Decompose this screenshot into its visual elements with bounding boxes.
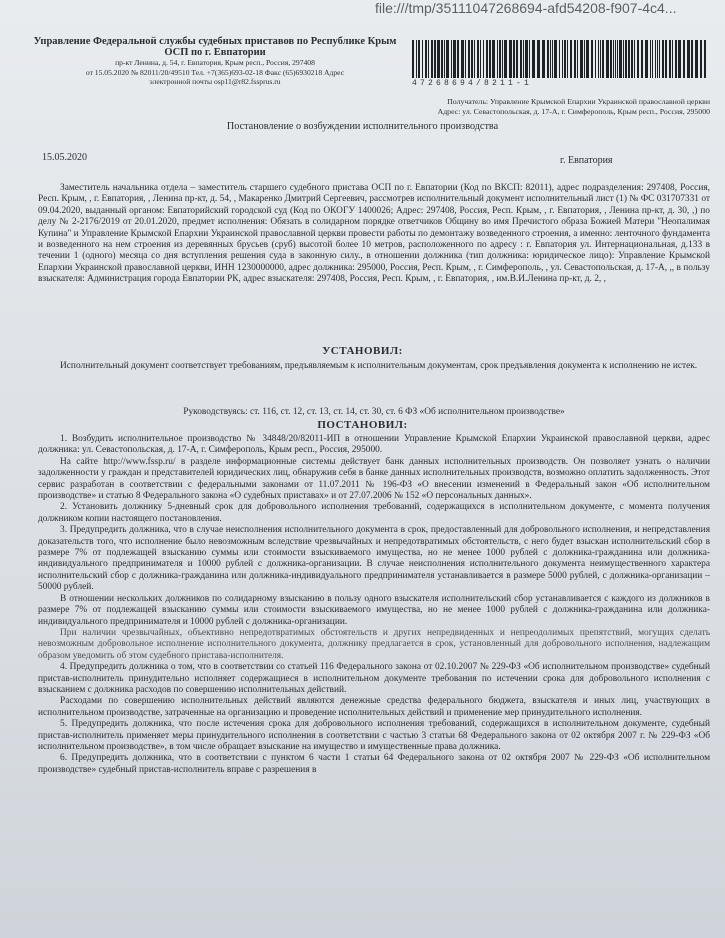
barcode-bar xyxy=(683,40,685,78)
issuer-contacts: от 15.05.2020 № 82011/20/49510 Тел. +7(365)693-02-18 Факс (65)6930218 Адрес xyxy=(85,67,345,77)
barcode-bar xyxy=(586,40,589,78)
barcode-bar xyxy=(471,40,473,78)
barcode-bar xyxy=(637,40,639,78)
barcode-bar xyxy=(477,40,479,78)
barcode-bar xyxy=(691,40,693,78)
issuer-header xyxy=(30,36,400,87)
decision-paragraph-3: 2. Установить должнику 5-дневный срок для добровольного исполнения требований, содержащихся в исполнительном документе, с момента получения должником копии настоящего постановления. xyxy=(38,502,710,524)
barcode-bar xyxy=(552,40,553,78)
barcode-bar xyxy=(497,40,498,78)
decision-paragraph-8: Расходами по совершению исполнительных действий являются денежные средства федерального бюджета, взыскателя и иных лиц, участвующих в исполнительном производстве, затраченные на организацию и проведение исполнительных действий и применение мер принудительного исполнения. xyxy=(38,696,710,718)
established-paragraph: Исполнительный документ соответствует требованиям, предъявляемым к исполнительным документам, срок предъявления документа к исполнению не истек. xyxy=(60,361,698,371)
barcode-bar xyxy=(564,40,566,78)
barcode-bar xyxy=(700,40,702,78)
barcode-bar xyxy=(602,40,604,78)
barcode-bar xyxy=(451,40,452,78)
barcode-bar xyxy=(492,40,495,78)
decision-paragraph-5: В отношении нескольких должников по солидарному взысканию в пользу одного взыскателя исполнительский сбор устанавливается с каждого из должников в размере 7% от подлежащей взысканию суммы или стоимости взыскиваемого имущества, но не менее 1000 рублей с должника-гражданина или должника-индивидуального предпринимателя и 10000 рублей с должника-организации. xyxy=(38,593,710,627)
barcode-bar xyxy=(483,40,484,78)
barcode-bar xyxy=(550,40,551,78)
barcode-bar xyxy=(598,40,599,78)
barcode-bar xyxy=(428,40,429,78)
barcode-bar xyxy=(704,40,706,78)
barcode-bar xyxy=(416,40,417,78)
issuer-department: ОСП по г. Евпатории xyxy=(164,47,266,58)
file-url: file:///tmp/35111047268694-afd54208-f907-4c4... xyxy=(375,0,677,16)
barcode-bar xyxy=(537,40,540,78)
heading-established: УСТАНОВИЛ: xyxy=(322,345,403,357)
barcode-bar xyxy=(678,40,681,78)
barcode-bar xyxy=(675,40,677,78)
barcode-bar xyxy=(465,40,466,78)
decision-paragraph-2: На сайте http://www.fssp.ru/ в разделе информационные системы действует банк данных исполнительных производств. Он позволяет узнать о наличии задолженности у граждан и представителей юридических лиц, обнаружив себя в банке данных исполнительных производств, возможно оплатить задолженность. Этот сервис разработан в соответствии с федеральными законами от 11.07.2011 № 196-ФЗ «О внесении изменений в Федеральный закон «Об исполнительном производстве» и статью 8 Федерального закона «О судебных приставах» и от 27.07.2006 № 152 «О персональных данных». xyxy=(38,456,710,502)
recipient-name: Получатель: Управление Крымской Епархии Украинской православной церкви xyxy=(447,97,710,106)
barcode-bar xyxy=(461,40,464,78)
barcode-bar xyxy=(641,40,643,78)
barcode-bar xyxy=(574,40,576,78)
barcode-bar xyxy=(595,40,596,78)
intro-section xyxy=(38,183,710,286)
barcode-bar xyxy=(504,40,507,78)
barcode-bar xyxy=(687,40,690,78)
barcode-bar xyxy=(422,40,423,78)
decision-paragraph-6: При наличии чрезвычайных, объективно непредотвратимых обстоятельств и других непредвиденных и непреодолимых препятствий, могущих сделать невозможным добровольное исполнение исполнительного документа, должнику предлагается в срок, установленный для добровольного исполнения, надлежащим образом уведомить об этом судебного пристава-исполнителя. xyxy=(38,627,710,661)
barcode-bar xyxy=(655,40,656,78)
barcode-bar xyxy=(615,40,616,78)
decision-paragraph-4: 3. Предупредить должника, что в случае неисполнения исполнительного документа в срок, предоставленный для добровольного исполнения, и непредставления доказательств того, что исполнение было невозможным вследствие чрезвычайных и непредотвратимых обстоятельств, с него будет взыскан исполнительский сбор в размере 7% от подлежащей взысканию суммы или стоимости взыскиваемого имущества, но не менее 1000 рублей с должника-гражданина или должника-индивидуального предпринимателя и 10000 рублей с должника-организации. В случае неисполнения исполнительного документа неимущественного характера исполнительский сбор с должника-гражданина или должника-индивидуального предпринимателя устанавливается в размере 5000 рублей, с должника-организации – 50000 рублей. xyxy=(38,525,710,593)
barcode-bar xyxy=(499,40,501,78)
barcode-bar xyxy=(657,40,658,78)
document-date: 15.05.2020 xyxy=(42,152,87,163)
decision-paragraph-1: 1. Возбудить исполнительное производство № 34848/20/82011-ИП в отношении Управление Крымской Епархии Украинской православной церкви, адрес должника: ул. Севастопольская, д. 17-А, г. Симферополь, Крым респ., Россия, 295000. xyxy=(38,434,710,456)
barcode-bar xyxy=(562,40,563,78)
barcode-bar xyxy=(580,40,583,78)
barcode-bar xyxy=(532,40,535,78)
barcode-bar xyxy=(650,40,651,78)
barcode-bar xyxy=(652,40,653,78)
barcode-bar xyxy=(559,40,560,78)
barcode-bar xyxy=(577,40,578,78)
barcode-bar xyxy=(513,40,515,78)
barcode-bar xyxy=(457,40,459,78)
issuer-address: пр-кт Ленина, д. 54, г. Евпатория, Крым респ., Россия, 297408 xyxy=(115,58,315,67)
barcode-bar xyxy=(434,40,436,78)
barcode-bar xyxy=(418,40,420,78)
guided-section xyxy=(38,407,710,418)
barcode-bar xyxy=(444,40,445,78)
barcode-bar xyxy=(468,40,470,78)
barcode-bar xyxy=(453,40,456,78)
barcode-bar xyxy=(584,40,585,78)
barcode-bar xyxy=(669,40,671,78)
document-title: Постановление о возбуждении исполнительного производства xyxy=(226,121,499,132)
barcode-bar xyxy=(613,40,614,78)
issuer-org-name: Управление Федеральной службы судебных приставов по Республике Крым xyxy=(33,36,397,47)
decision-paragraph-10: 6. Предупредить должника, что в соответствии с пунктом 6 части 1 статьи 64 Федерального закона от 02 октября 2007 № 229-ФЗ «Об исполнительном производстве» судебный пристав-исполнитель вправе с разрешения в xyxy=(38,753,710,775)
heading-decided: ПОСТАНОВИЛ: xyxy=(317,419,408,431)
barcode-bar xyxy=(570,40,572,78)
barcode-bar xyxy=(525,40,528,78)
issuer-email: электронной почты osp11@r82.fssprus.ru xyxy=(149,77,281,86)
barcode-bar xyxy=(610,40,612,78)
recipient-block xyxy=(240,97,710,116)
barcode-bar xyxy=(567,40,568,78)
barcode-bar xyxy=(542,40,545,78)
barcode xyxy=(412,40,712,92)
barcode-bar xyxy=(474,40,475,78)
barcode-bar xyxy=(547,40,549,78)
barcode-bar xyxy=(446,40,449,78)
barcode-bar xyxy=(509,40,512,78)
barcode-bar xyxy=(412,40,414,78)
barcode-bar xyxy=(659,40,660,78)
barcode-bar xyxy=(662,40,664,78)
barcode-bar xyxy=(625,40,627,78)
barcode-digits: 47268694/8211-1 xyxy=(412,79,533,88)
barcode-bar xyxy=(634,40,635,78)
barcode-bar xyxy=(520,40,522,78)
barcode-bar xyxy=(672,40,673,78)
barcode-bar xyxy=(502,40,503,78)
barcode-bar xyxy=(554,40,557,78)
decision-paragraph-7: 4. Предупредить должника о том, что в соответствии со статьей 116 Федерального закона от 02.10.2007 № 229-ФЗ «Об исполнительном производстве» судебный пристав-исполнитель принудительно исполняет содержащиеся в исполнительном документе требования по истечении срока для добровольного исполнения с взысканием с должника расходов по совершению исполнительных действий. xyxy=(38,662,710,695)
barcode-bar xyxy=(695,40,698,78)
barcode-bar xyxy=(628,40,630,78)
barcode-bars xyxy=(412,40,712,78)
guided-line: Руководствуясь: ст. 116, ст. 12, ст. 13, ст. 14, ст. 30, ст. 6 ФЗ «Об исполнительном производстве» xyxy=(183,407,565,417)
decision-paragraph-9: 5. Предупредить должника, что после истечения срока для добровольного исполнения требований, содержащихся в исполнительном документе, судебный пристав-исполнитель применяет меры принудительного исполнения в соответствии с частью 3 статьи 68 Федерального закона от 02 октября 2007 г. № 229-ФЗ «Об исполнительном производстве», в том числе обращает взыскание на имущество и имущественные права должника. xyxy=(38,719,710,752)
barcode-bar xyxy=(591,40,593,78)
document-city: г. Евпатория xyxy=(560,155,613,166)
barcode-bar xyxy=(489,40,491,78)
barcode-bar xyxy=(486,40,488,78)
barcode-bar xyxy=(480,40,481,78)
intro-paragraph: Заместитель начальника отдела – заместитель старшего судебного пристава ОСП по г. Евпатории (Код по ВКСП: 82011), адрес подразделения: 297408, Россия, Респ. Крым, , г. Евпатория, , Ленина пр-кт, д. 54, , Макаренко Дмитрий Сергеевич, рассмотрев исполнительный документ исполнительный лист (1) № ФС 031707331 от 09.04.2020, выданный органом: Евпаторийский городской суд (Код по ОКОГУ 1400026; Адрес: 297408, Россия, Респ. Крым, , г. Евпатория, , Ленина пр-кт, д. 30, ,) по делу № 2-2176/2019 от 20.01.2020, предмет исполнения: Обязать в солидарном порядке ответчиков Общину во имя Пречистого образа Божией Матери "Неопалимая Купина" и Управление Крымской Епархии Украинской православной церкви провести работы по демонтажу возведенного строения, а именно: ленточного фундамента и возведенного на нем строения из деревянных брусьев (сруб) высотой более 10 метров, расположенного по адресу : г. Евпатория ул. Интернациональная, д.133 в течении 1 (одного) месяца со дня вступления решения суда в законную силу., в отношении должника (тип должника: юридическое лицо): Управление Крымской Епархии Украинской православной церкви, ИНН 1230000000, адрес должника: 295000, Россия, Респ. Крым, , г. Симферополь, , ул. Севастопольская, д. 17-А, ,, в пользу взыскателя: Администрация города Евпатории РК, адрес взыскателя: 297408, Россия, Респ. Крым, , г. Евпатория, , им.В.И.Ленина пр-кт, д. 2, , xyxy=(38,183,710,285)
established-section xyxy=(38,361,710,372)
barcode-bar xyxy=(425,40,427,78)
barcode-bar xyxy=(645,40,648,78)
barcode-bar xyxy=(623,40,624,78)
barcode-bar xyxy=(600,40,601,78)
barcode-bar xyxy=(606,40,609,78)
barcode-bar xyxy=(529,40,530,78)
barcode-bar xyxy=(441,40,443,78)
barcode-bar xyxy=(619,40,622,78)
barcode-bar xyxy=(437,40,440,78)
barcode-bar xyxy=(516,40,518,78)
barcode-bar xyxy=(431,40,433,78)
barcode-bar xyxy=(523,40,524,78)
decision-section xyxy=(38,434,710,776)
barcode-bar xyxy=(665,40,667,78)
recipient-address: Адрес: ул. Севастопольская, д. 17-А, г. Симферополь, Крым респ., Россия, 295000 xyxy=(437,106,710,116)
barcode-bar xyxy=(631,40,633,78)
barcode-bar xyxy=(617,40,618,78)
